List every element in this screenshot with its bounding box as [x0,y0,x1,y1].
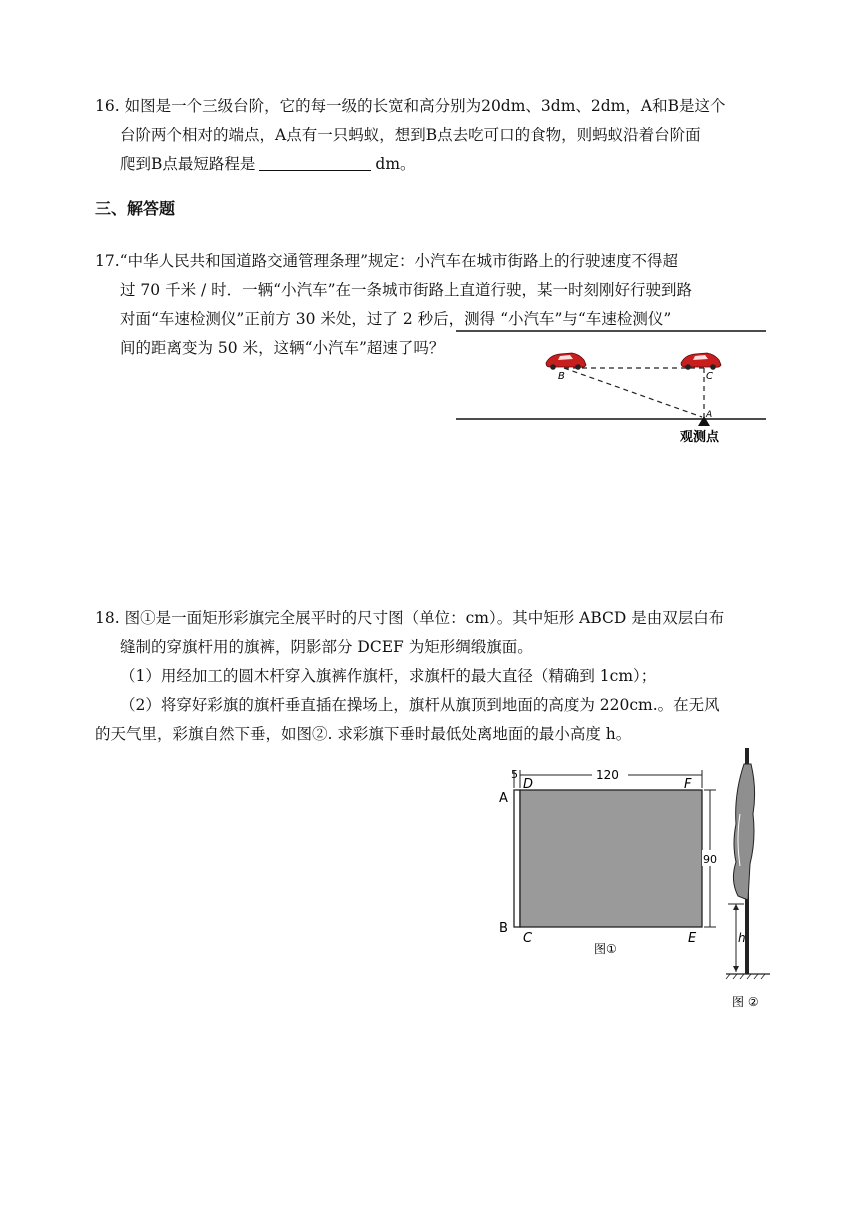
label-b: B [558,371,565,382]
road-diagram [452,325,770,450]
q18-line1: 18. 图①是一面矩形彩旗完全展平时的尺寸图（单位：cm）。其中矩形 ABCD 是由双层白布 [95,609,725,627]
question-16 [95,92,785,179]
vertex-e: E [688,931,697,946]
flag-sleeve-abcd [514,790,520,927]
h-label: h [738,931,746,945]
dim-label-5: 5 [511,768,518,781]
flag-surface-dcef [520,790,702,927]
q18-part2-cont: 的天气里，彩旗自然下垂，如图②. 求彩旗下垂时最低处离地面的最小高度 h。 [95,725,632,743]
flag-dimension-figure [496,764,726,964]
vertex-a: A [499,791,508,806]
q18-line2: 缝制的穿旗杆用的旗裤，阴影部分 DCEF 为矩形绸缎旗面。 [120,638,533,656]
dim-label-90: 90 [703,853,717,866]
label-c: C [706,371,713,382]
question-18 [95,604,795,749]
vertex-f: F [684,777,692,792]
figure2-caption: 图 ② [732,995,759,1009]
q17-line2: 过 70 千米 / 时．一辆“小汽车”在一条城市街路上直道行驶，某一时刻刚好行驶到路 [120,281,693,299]
hanging-flag [733,764,754,900]
vertex-b: B [499,921,508,936]
q17-line4: 间的距离变为 50 米，这辆“小汽车”超速了吗？ [120,339,445,357]
q16-line1: 16. 如图是一个三级台阶，它的每一级的长宽和高分别为20dm、3dm、2dm，A和B是这个 [95,97,726,115]
q16-unit: dm。 [375,155,416,173]
q18-part1: （1）用经加工的圆木杆穿入旗裤作旗杆，求旗杆的最大直径（精确到 1cm）； [120,667,657,685]
dim-label-120: 120 [596,768,619,782]
q16-line3 [95,150,785,179]
label-a: A [706,410,713,420]
q16-line3-text: 爬到B点最短路程是 [120,155,256,173]
flagpole-figure [722,744,784,1014]
vertex-c: C [523,931,533,946]
observation-caption: 观测点 [680,430,720,445]
q16-line2: 台阶两个相对的端点，A点有一只蚂蚁，想到B点去吃可口的食物，则蚂蚁沿着台阶面 [120,126,701,144]
car-icon-c [681,353,721,370]
section-title: 三、解答题 [95,199,176,218]
car-icon-b [546,353,586,370]
answer-blank[interactable] [259,154,371,171]
q18-part2: （2）将穿好彩旗的旗杆垂直插在操场上，旗杆从旗顶到地面的高度为 220cm.。在无风 [120,696,720,714]
vertex-d: D [523,777,534,792]
q17-line3: 对面“车速检测仪”正前方 30 米处，过了 2 秒后，测得 “小汽车”与“车速检测仪” [120,310,672,328]
figure1-caption: 图① [594,942,617,956]
q17-line1: 17.“中华人民共和国道路交通管理条理”规定：小汽车在城市街路上的行驶速度不得超 [95,252,679,270]
segment-ba [564,368,702,417]
